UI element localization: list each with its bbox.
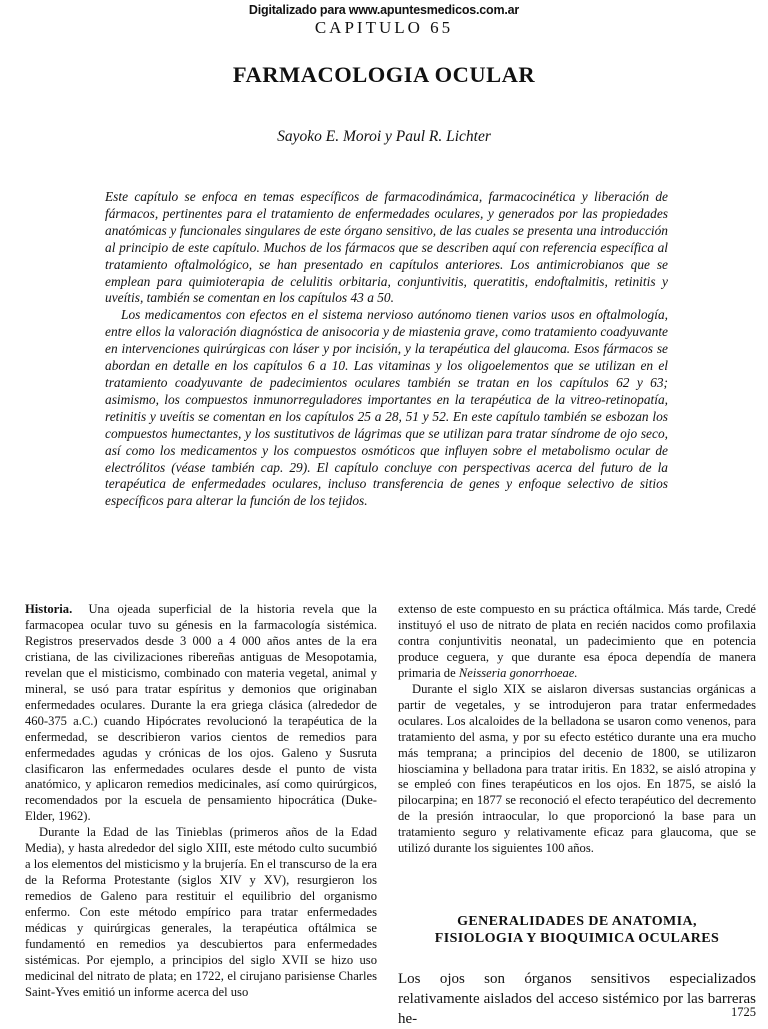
- history-run-in-heading: Historia.: [25, 602, 73, 616]
- section-heading-line-2: FISIOLOGIA Y BIOQUIMICA OCULARES: [434, 931, 720, 947]
- chapter-title: FARMACOLOGIA OCULAR: [232, 62, 536, 87]
- section-heading: [398, 913, 756, 947]
- section-paragraph-1: Los ojos son órganos sensitivos especializados relativamente aislados del acceso sistémico por las barreras he-: [398, 971, 756, 1028]
- right-column: [398, 602, 756, 1029]
- abstract-paragraph-1: Este capítulo se enfoca en temas específicos de farmacodinámica, farmacocinética y liberación de fármacos, pertinentes para el tratamiento de enfermedades oculares, y generados por las propiedades anatómicas y funcionales singulares de este órgano sensitivo, de las cuales se presenta una introducción al principio de este capítulo. Muchos de los fármacos que se describen aquí con referencia específica al tratamiento oftalmológico, se han presentado en capítulos anteriores. Los antimicrobianos que se emplean para quimioterapia de celulitis orbitaria, conjuntivitis, queratitis, endoftalmitis, retinitis y uveítis, también se comentan en los capítulos 43 a 50.: [105, 189, 668, 306]
- history-paragraph-3-text: extenso de este compuesto en su práctica oftálmica. Más tarde, Credé instituyó el uso de nitrato de plata en recién nacidos como profilaxia contra conjuntivitis neonatal, un padecimiento que en potencia produce ceguera, y que durante esa época dependía de manera primaria de: [398, 602, 756, 680]
- chapter-number: CAPITULO 65: [314, 18, 454, 37]
- history-paragraph-1-text: Una ojeada superficial de la historia revela que la farmacopea ocular tuvo su génesis en la farmacología sistémica. Registros preservados desde 3 000 a 4 000 años antes de la era cristiana, de las civilizaciones ribereñas antiguas de Mesopotamia, revelan que el misticismo, combinado con materia vegetal, animal y mineral, se usó para tratar espíritus y demonios que originaban enfermedades oculares. Durante la era griega clásica (alrededor de 460-375 a.C.) cuando Hipócrates revolucionó la terapéutica de la enfermedad, se describieron varios cientos de remedios para enfermedades agudas y crónicas de los ojos. Galeno y Susruta clasificaron las enfermedades oculares desde el punto de vista anatómico, y aplicaron remedios medicinales, así como quirúrgicos, recomendados por la escuela de pensamiento hipocrática (Duke-Elder, 1962).: [25, 602, 377, 824]
- history-paragraph-3: [398, 602, 756, 682]
- history-paragraph-2: Durante la Edad de las Tinieblas (primeros años de la Edad Media), y hasta alrededor del siglo XIII, este método culto sucumbió a los elementos del misticismo y la brujería. En el transcurso de la era de la Reforma Protestante (siglos XIV y XV), resurgieron los remedios de Galeno para restituir el equilibrio del organismo enfermo. Con este método empírico para tratar enfermedades médicas y quirúrgicas generales, la terapéutica oftálmica se fundamentó en remedios ya descubiertos para enfermedades sistémicas. Por ejemplo, a principios del siglo XVII se hizo uso medicinal del nitrato de plata; en 1722, el cirujano parisiense Charles Saint-Yves emitió un informe acerca del uso: [25, 825, 377, 999]
- history-paragraph-4: Durante el siglo XIX se aislaron diversas sustancias orgánicas a partir de vegetales, y se introdujeron para tratar enfermedades oculares. Los alcaloides de la belladona se usaron como venenos, para tratamiento del asma, y por su efecto estético durante una era mucho más temprana; a principios del decenio de 1800, se utilizaron hiosciamina y belladona para tratar iritis. En 1832, se aisló atropina y se empleó con fines terapéuticos en los ojos. En 1875, se aisló la pilocarpina; en 1877 se reconoció el efecto terapéutico del decremento de la presión intraocular, lo que proporcionó la base para un tratamiento seguro y relativamente eficaz para glaucoma, que se utilizó durante los siguientes 100 años.: [398, 681, 756, 856]
- history-paragraph-1: [25, 602, 377, 825]
- organism-name: Neisseria gonorrhoeae.: [458, 665, 578, 680]
- watermark-header: Digitalizado para www.apuntesmedicos.com.ar: [248, 3, 520, 17]
- left-column: [25, 602, 377, 1001]
- abstract-paragraph-2: Los medicamentos con efectos en el sistema nervioso autónomo tienen varios usos en oftalmología, entre ellos la valoración diagnóstica de anisocoria y de miastenia grave, como tratamiento coadyuvante en intervenciones quirúrgicas con láser y por incisión, y la terapéutica del glaucoma. Esos fármacos se abordan en detalle en los capítulos 6 a 10. Las vitaminas y los oligoelementos que se utilizan en el tratamiento coadyuvante de padecimientos oculares también se tratan en los capítulos 62 y 63; asimismo, los compuestos inmunorreguladores importantes en la terapéutica de la vitreo-retinopatía, retinitis y uveítis se comentan en los capítulos 25 a 28, 51 y 52. En este capítulo también se esbozan los compuestos humectantes, y los sustitutivos de lágrimas que se utilizan para tratar síndrome de ojo seco, así como los medicamentos y los compuestos osmóticos que influyen sobre el metabolismo ocular de electrólitos (véase también cap. 29). El capítulo concluye con perspectivas acerca del futuro de la terapéutica de enfermedades oculares, incluso transferencia de genes y enfoque selectivo de sitios específicos para alterar la función de los tejidos.: [105, 307, 668, 509]
- chapter-abstract: [105, 189, 668, 510]
- chapter-authors: Sayoko E. Moroi y Paul R. Lichter: [277, 128, 491, 145]
- section-heading-line-1: GENERALIDADES DE ANATOMIA,: [457, 914, 697, 930]
- page-number: 1725: [731, 1005, 756, 1019]
